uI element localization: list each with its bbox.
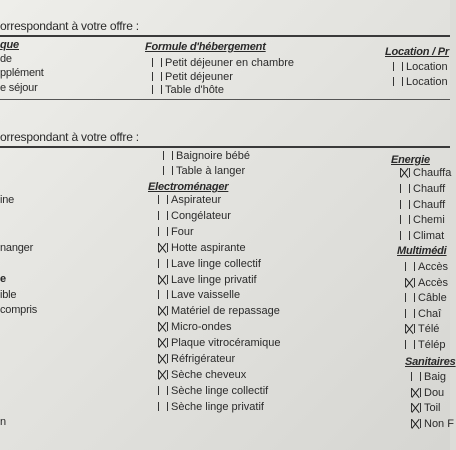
electro-item[interactable] xyxy=(158,401,264,414)
electro-item[interactable] xyxy=(158,385,268,398)
electro-item-label: Sèche cheveux xyxy=(171,368,247,381)
s1-col2-item[interactable] xyxy=(152,57,294,70)
checked-box-icon[interactable] xyxy=(158,338,168,347)
electro-item-label: Lave linge collectif xyxy=(171,257,261,270)
energie-heading: Energie xyxy=(391,154,430,166)
s1-col2-item-label: Petit déjeuner en chambre xyxy=(165,57,295,69)
sanitaires-item[interactable] xyxy=(411,387,444,400)
multimedia-heading: Multimédi xyxy=(397,245,447,257)
electro-item[interactable] xyxy=(158,337,280,350)
energie-item-label: Chauffa xyxy=(413,167,452,179)
s2-mid-top-item[interactable] xyxy=(163,165,245,178)
electro-item[interactable] xyxy=(158,289,240,302)
empty-box-icon[interactable] xyxy=(158,227,168,236)
empty-box-icon[interactable] xyxy=(158,402,168,411)
energie-item[interactable] xyxy=(400,183,445,196)
empty-box-icon[interactable] xyxy=(158,195,168,204)
electro-item[interactable] xyxy=(158,353,235,366)
s1-col1-item-2: e séjour xyxy=(0,82,38,94)
checked-box-icon[interactable] xyxy=(400,168,410,177)
checked-box-icon[interactable] xyxy=(158,370,168,379)
checked-box-icon[interactable] xyxy=(411,388,421,397)
s1-col3-item-label: Location xyxy=(406,61,448,73)
sanitaires-item-label: Dou xyxy=(424,386,445,399)
s2-left-label-5: n xyxy=(0,416,6,428)
electro-item[interactable] xyxy=(158,226,194,239)
sanitaires-item[interactable] xyxy=(411,418,454,431)
electro-item-label: Lave linge privatif xyxy=(171,273,257,286)
section2-title: orrespondant à votre offre : xyxy=(0,130,139,144)
sanitaires-item-label: Baig xyxy=(424,371,447,383)
s2-left-label-2: e xyxy=(0,273,6,285)
empty-box-icon[interactable] xyxy=(405,340,415,349)
empty-box-icon[interactable] xyxy=(405,262,415,271)
empty-box-icon[interactable] xyxy=(158,290,168,299)
empty-box-icon[interactable] xyxy=(400,231,410,240)
electro-item-label: Congélateur xyxy=(171,209,231,222)
empty-box-icon[interactable] xyxy=(163,166,173,175)
electro-item-label: Lave vaisselle xyxy=(171,289,241,302)
s1-col3-item[interactable] xyxy=(393,76,448,89)
empty-box-icon[interactable] xyxy=(152,58,162,67)
checked-box-icon[interactable] xyxy=(158,322,168,331)
s1-col1-item-1: pplément xyxy=(0,67,44,79)
empty-box-icon[interactable] xyxy=(152,85,162,94)
s1-col3-heading: Location / Pr xyxy=(385,46,450,58)
s2-left-label-0: ine xyxy=(0,194,15,206)
electro-item[interactable] xyxy=(158,258,261,271)
section1-divider xyxy=(0,35,450,37)
multimedia-item[interactable] xyxy=(405,277,448,290)
energie-item[interactable] xyxy=(400,230,444,243)
multimedia-item-label: Accès xyxy=(418,276,448,289)
checked-box-icon[interactable] xyxy=(158,306,168,315)
checked-box-icon[interactable] xyxy=(411,403,421,412)
empty-box-icon[interactable] xyxy=(405,309,415,318)
empty-box-icon[interactable] xyxy=(411,372,421,381)
sanitaires-item-label: Toil xyxy=(424,402,441,415)
empty-box-icon[interactable] xyxy=(400,184,410,193)
s1-col2-heading: Formule d'hébergement xyxy=(145,41,266,53)
empty-box-icon[interactable] xyxy=(158,211,168,220)
s1-col2-item[interactable] xyxy=(152,71,233,84)
section2-divider xyxy=(0,146,450,148)
checked-box-icon[interactable] xyxy=(405,278,415,287)
sanitaires-item[interactable] xyxy=(411,371,446,384)
electro-heading: Electroménager xyxy=(148,181,229,193)
electro-item-label: Matériel de repassage xyxy=(171,305,280,318)
empty-box-icon[interactable] xyxy=(393,77,403,86)
multimedia-item[interactable] xyxy=(405,323,439,336)
s2-left-label-1: nanger xyxy=(0,242,34,254)
checked-box-icon[interactable] xyxy=(158,243,168,252)
energie-item[interactable] xyxy=(400,167,451,180)
energie-item[interactable] xyxy=(400,214,445,227)
electro-item[interactable] xyxy=(158,194,221,207)
s2-mid-top-item-label: Table à langer xyxy=(176,165,246,177)
sanitaires-item-label: Non F xyxy=(424,417,454,430)
section1-title: orrespondant à votre offre : xyxy=(0,19,139,33)
electro-item[interactable] xyxy=(158,210,231,223)
electro-item-label: Sèche linge collectif xyxy=(171,384,269,397)
s1-col1-heading: que xyxy=(0,39,19,51)
empty-box-icon[interactable] xyxy=(405,293,415,302)
energie-item-label: Chauff xyxy=(413,198,446,211)
multimedia-item[interactable] xyxy=(405,308,441,321)
s1-col3-item[interactable] xyxy=(393,61,448,74)
empty-box-icon[interactable] xyxy=(158,259,168,268)
electro-item[interactable] xyxy=(158,305,280,318)
s1-col2-item[interactable] xyxy=(152,84,224,97)
multimedia-item-label: Accès xyxy=(418,261,448,273)
sanitaires-item[interactable] xyxy=(411,402,441,415)
s1-col1-item-0: de xyxy=(0,53,12,65)
electro-item-label: Hotte aspirante xyxy=(171,241,246,254)
electro-item-label: Plaque vitrocéramique xyxy=(171,337,281,350)
checked-box-icon[interactable] xyxy=(405,324,415,333)
electro-item-label: Micro-ondes xyxy=(171,321,232,334)
empty-box-icon[interactable] xyxy=(400,215,410,224)
multimedia-item-label: Télé xyxy=(418,323,440,336)
multimedia-item[interactable] xyxy=(405,339,446,352)
energie-item[interactable] xyxy=(400,199,445,212)
s1-col2-item-label: Table d'hôte xyxy=(165,84,224,96)
s2-mid-top-item-label: Baignoire bébé xyxy=(176,150,251,162)
s2-left-label-3: ible xyxy=(0,289,17,301)
checked-box-icon[interactable] xyxy=(411,419,421,428)
multimedia-item[interactable] xyxy=(405,261,448,274)
empty-box-icon[interactable] xyxy=(152,72,162,81)
electro-item[interactable] xyxy=(158,274,257,287)
s2-mid-top-item[interactable] xyxy=(163,150,250,163)
checked-box-icon[interactable] xyxy=(158,275,168,284)
electro-item[interactable] xyxy=(158,369,246,382)
multimedia-item-label: Câble xyxy=(418,292,447,305)
energie-item-label: Climat xyxy=(413,230,445,243)
multimedia-item[interactable] xyxy=(405,292,447,305)
empty-box-icon[interactable] xyxy=(393,62,403,71)
checked-box-icon[interactable] xyxy=(158,354,168,363)
empty-box-icon[interactable] xyxy=(158,386,168,395)
electro-item[interactable] xyxy=(158,242,246,255)
multimedia-item-label: Télép xyxy=(418,339,446,351)
s1-col2-item-label: Petit déjeuner xyxy=(165,70,233,83)
electro-item-label: Réfrigérateur xyxy=(171,353,236,365)
s1-col3-item-label: Location xyxy=(406,75,448,88)
empty-box-icon[interactable] xyxy=(400,200,410,209)
electro-item-label: Aspirateur xyxy=(171,194,222,206)
s2-left-label-4: compris xyxy=(0,304,38,316)
sanitaires-heading: Sanitaires xyxy=(405,356,456,368)
electro-item[interactable] xyxy=(158,321,232,334)
electro-item-label: Sèche linge privatif xyxy=(171,400,264,413)
section1-bottom-rule xyxy=(0,99,450,100)
energie-item-label: Chemi xyxy=(413,214,445,227)
multimedia-item-label: Chaî xyxy=(418,307,442,320)
energie-item-label: Chauff xyxy=(413,182,446,195)
empty-box-icon[interactable] xyxy=(163,151,173,160)
electro-item-label: Four xyxy=(171,225,194,238)
